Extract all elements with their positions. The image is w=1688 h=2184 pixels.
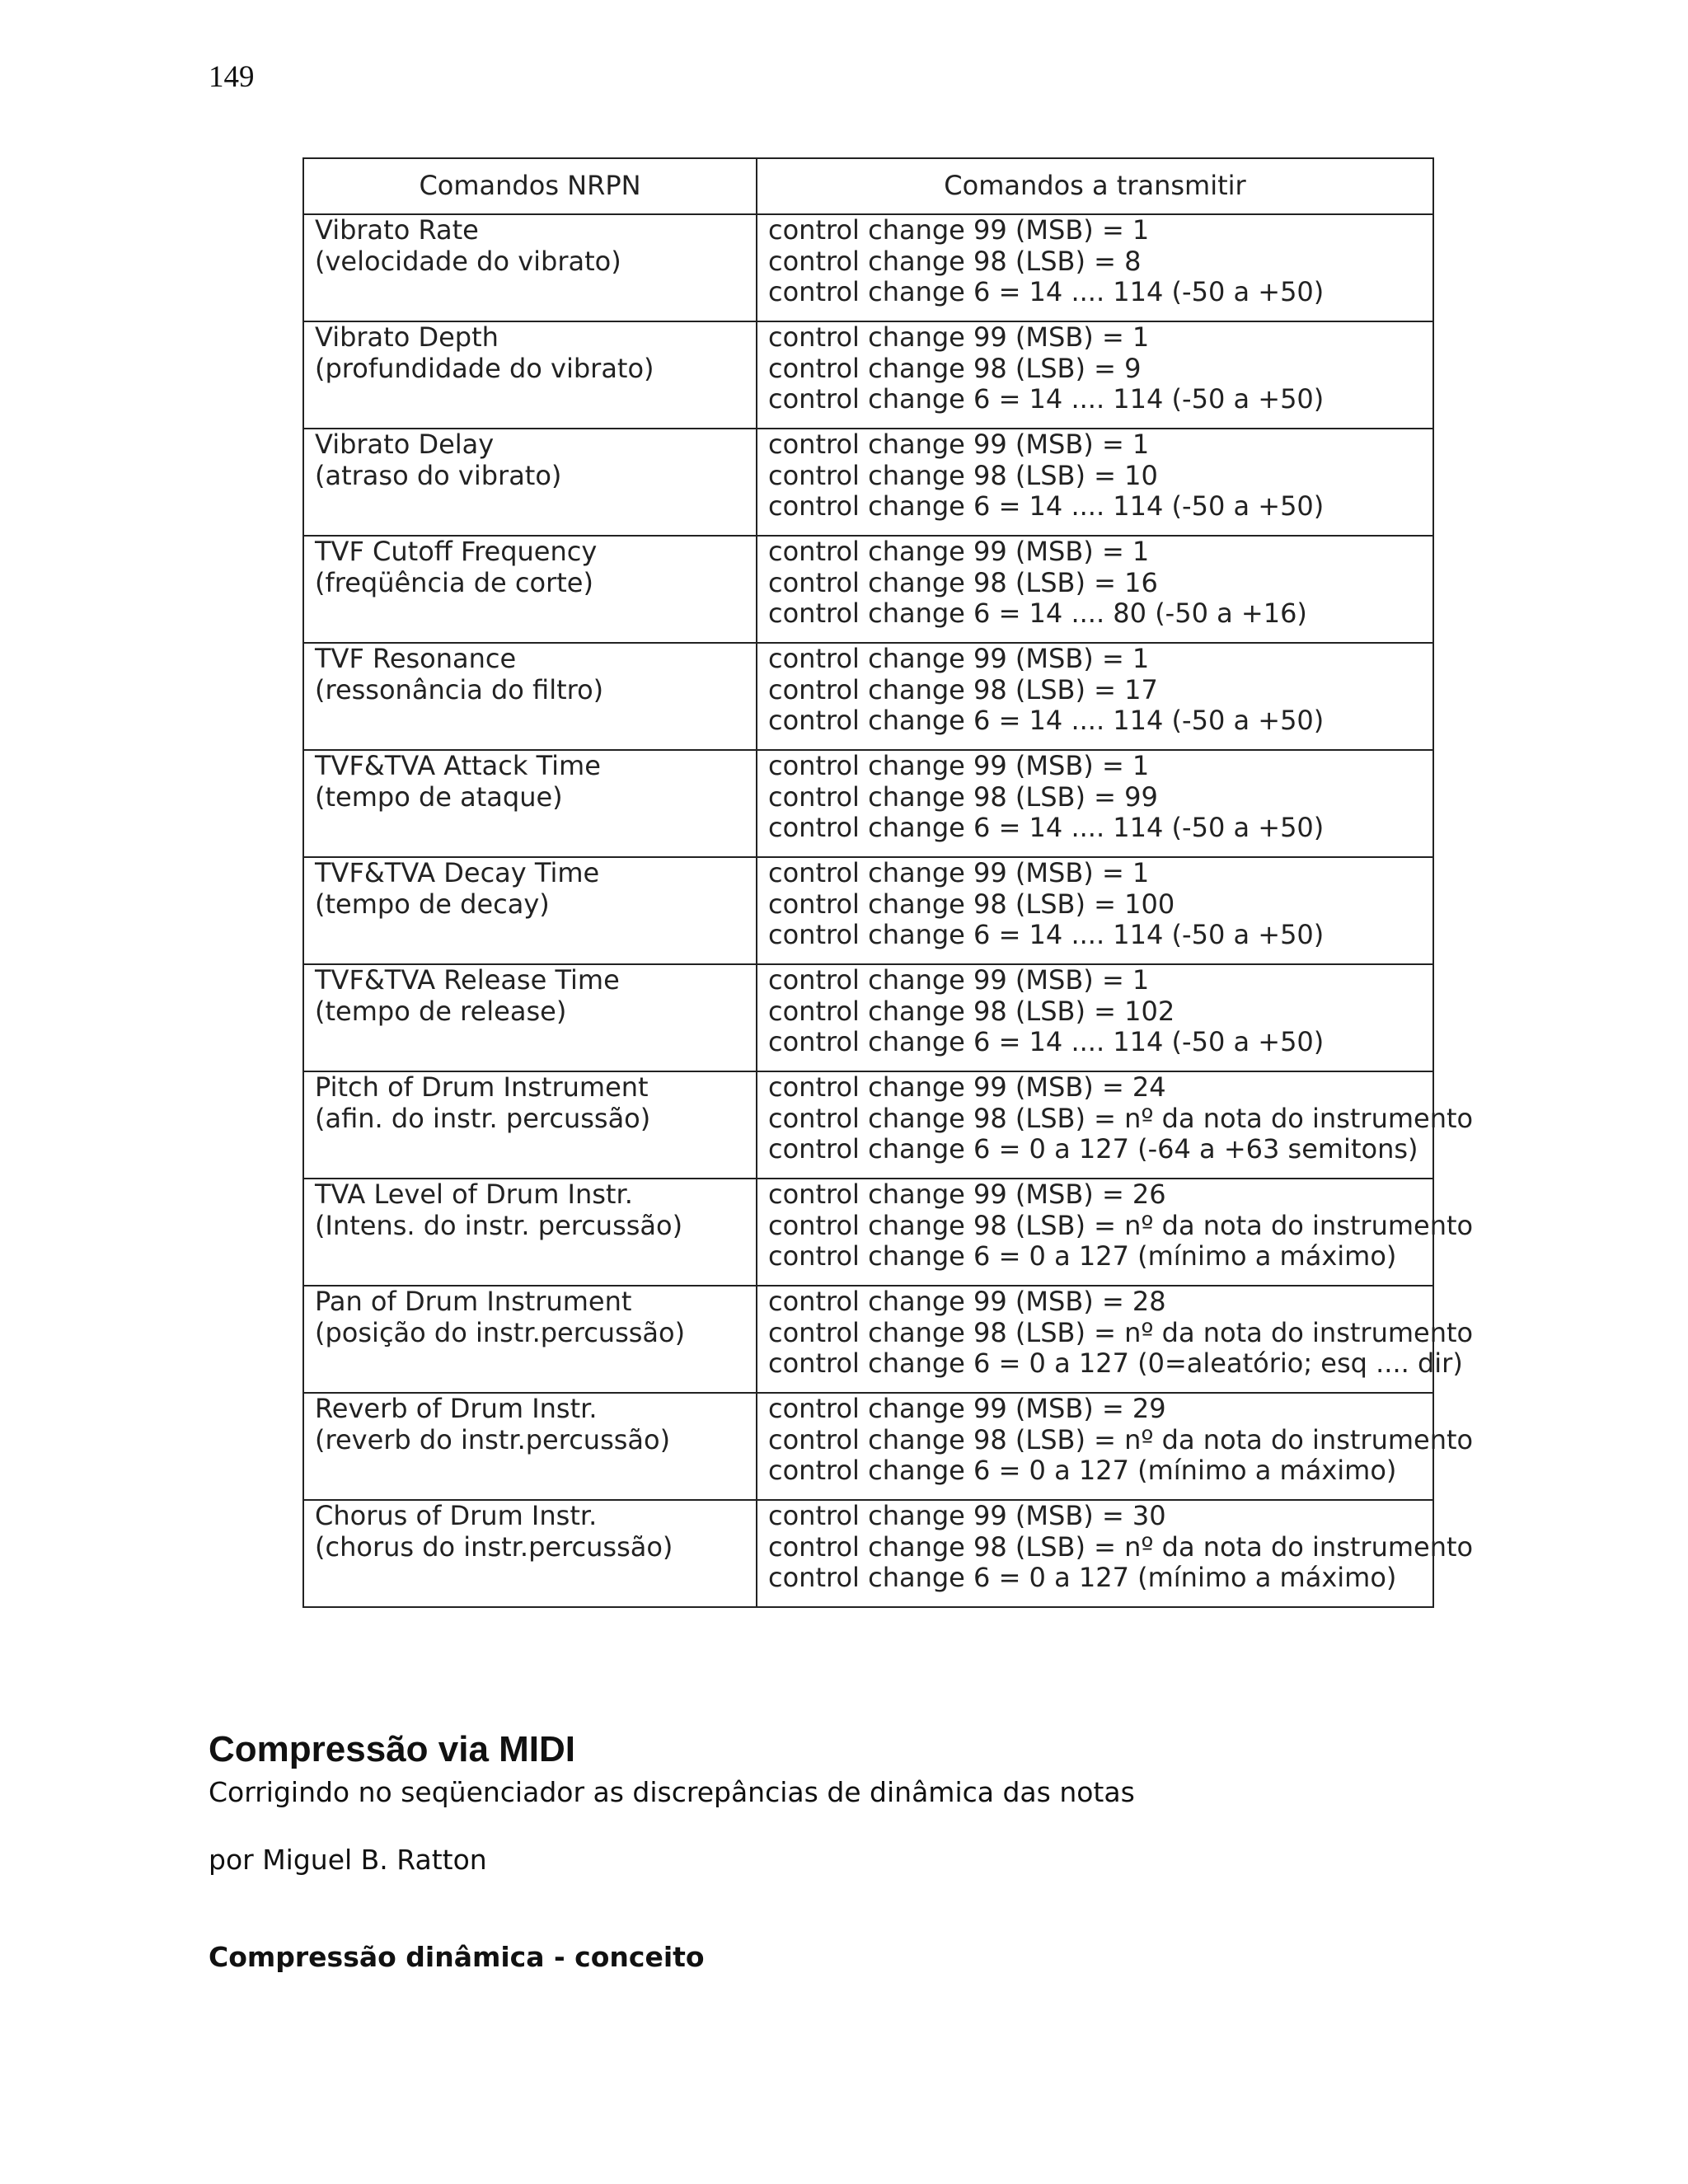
control-change-command: control change 98 (LSB) = 17	[768, 673, 1158, 705]
nrpn-description: (posição do instr.percussão)	[315, 1316, 686, 1348]
nrpn-description: (atraso do vibrato)	[315, 459, 562, 491]
control-change-command: control change 98 (LSB) = nº da nota do instrumento	[768, 1423, 1474, 1455]
control-change-command: control change 98 (LSB) = 102	[768, 995, 1175, 1027]
control-change-command: control change 6 = 0 a 127 (mínimo a máximo)	[768, 1562, 1397, 1593]
control-change-command: control change 98 (LSB) = 16	[768, 566, 1158, 598]
nrpn-command-cell	[303, 1179, 757, 1286]
table-row	[303, 214, 1433, 321]
control-change-command: control change 6 = 14 .... 114 (-50 a +50)	[768, 1026, 1325, 1057]
nrpn-description: (tempo de ataque)	[315, 780, 563, 813]
transmit-commands-cell	[757, 964, 1433, 1071]
table-row	[303, 1393, 1433, 1500]
table-row	[303, 1179, 1433, 1286]
nrpn-name: TVF Cutoff Frequency	[315, 536, 598, 567]
transmit-commands-cell	[757, 1179, 1474, 1286]
control-change-command: control change 99 (MSB) = 29	[768, 1393, 1166, 1424]
nrpn-name: TVF&TVA Decay Time	[315, 857, 600, 888]
control-change-command: control change 99 (MSB) = 26	[768, 1179, 1166, 1210]
control-change-command: control change 98 (LSB) = nº da nota do instrumento	[768, 1102, 1474, 1134]
control-change-command: control change 98 (LSB) = 9	[768, 352, 1142, 384]
nrpn-command-cell	[303, 857, 757, 964]
nrpn-command-cell	[303, 750, 757, 857]
nrpn-description: (afin. do instr. percussão)	[315, 1102, 651, 1134]
table-row	[303, 321, 1433, 429]
table-header-row	[303, 158, 1433, 214]
table-row	[303, 750, 1433, 857]
nrpn-name: TVA Level of Drum Instr.	[315, 1179, 633, 1210]
nrpn-command-cell	[303, 1500, 757, 1607]
header-commands-to-transmit: Comandos a transmitir	[757, 158, 1433, 214]
control-change-command: control change 6 = 14 .... 114 (-50 a +50)	[768, 383, 1325, 415]
nrpn-name: Chorus of Drum Instr.	[315, 1500, 598, 1531]
nrpn-name: Vibrato Rate	[315, 214, 479, 246]
control-change-command: control change 98 (LSB) = nº da nota do instrumento	[768, 1316, 1474, 1348]
transmit-commands-cell	[757, 321, 1433, 429]
control-change-command: control change 98 (LSB) = 100	[768, 888, 1175, 920]
control-change-command: control change 99 (MSB) = 1	[768, 536, 1150, 567]
header-nrpn-commands: Comandos NRPN	[303, 158, 757, 214]
nrpn-name: Vibrato Delay	[315, 429, 495, 460]
article-byline: por Miguel B. Ratton	[209, 1844, 487, 1876]
nrpn-command-cell	[303, 643, 757, 750]
nrpn-description: (tempo de release)	[315, 995, 567, 1027]
control-change-command: control change 6 = 0 a 127 (mínimo a máximo)	[768, 1240, 1397, 1272]
control-change-command: control change 99 (MSB) = 1	[768, 750, 1150, 781]
table-row	[303, 536, 1433, 643]
table-row	[303, 1071, 1433, 1179]
control-change-command: control change 99 (MSB) = 1	[768, 857, 1150, 888]
control-change-command: control change 6 = 14 .... 114 (-50 a +50)	[768, 276, 1325, 307]
transmit-commands-cell	[757, 1500, 1474, 1607]
table-row	[303, 1286, 1433, 1393]
transmit-commands-cell	[757, 1393, 1474, 1500]
transmit-commands-cell	[757, 214, 1433, 321]
control-change-command: control change 98 (LSB) = 99	[768, 780, 1158, 813]
control-change-command: control change 99 (MSB) = 1	[768, 214, 1150, 246]
nrpn-command-cell	[303, 1286, 757, 1393]
table-row	[303, 429, 1433, 536]
transmit-commands-cell	[757, 750, 1433, 857]
nrpn-name: Reverb of Drum Instr.	[315, 1393, 598, 1424]
page-number: 149	[209, 60, 255, 94]
section-heading: Compressão dinâmica - conceito	[209, 1941, 705, 1973]
nrpn-description: (tempo de decay)	[315, 888, 550, 920]
nrpn-command-cell	[303, 1393, 757, 1500]
nrpn-name: TVF&TVA Release Time	[315, 964, 620, 996]
nrpn-description: (ressonância do filtro)	[315, 673, 604, 705]
nrpn-description: (chorus do instr.percussão)	[315, 1530, 673, 1563]
transmit-commands-cell	[757, 1071, 1474, 1179]
control-change-command: control change 6 = 14 .... 114 (-50 a +50)	[768, 812, 1325, 843]
table-row	[303, 1500, 1433, 1607]
article-subtitle: Corrigindo no seqüenciador as discrepâncias de dinâmica das notas	[209, 1776, 1135, 1808]
nrpn-command-cell	[303, 321, 757, 429]
transmit-commands-cell	[757, 429, 1433, 536]
control-change-command: control change 6 = 0 a 127 (mínimo a máximo)	[768, 1455, 1397, 1486]
control-change-command: control change 99 (MSB) = 1	[768, 429, 1150, 460]
control-change-command: control change 99 (MSB) = 1	[768, 321, 1150, 353]
control-change-command: control change 6 = 14 .... 114 (-50 a +50)	[768, 705, 1325, 736]
nrpn-command-cell	[303, 214, 757, 321]
control-change-command: control change 98 (LSB) = 10	[768, 459, 1158, 491]
nrpn-command-cell	[303, 429, 757, 536]
control-change-command: control change 98 (LSB) = 8	[768, 245, 1142, 277]
control-change-command: control change 6 = 14 .... 114 (-50 a +50)	[768, 919, 1325, 950]
nrpn-description: (profundidade do vibrato)	[315, 352, 654, 384]
transmit-commands-cell	[757, 536, 1433, 643]
control-change-command: control change 99 (MSB) = 24	[768, 1071, 1166, 1103]
nrpn-description: (reverb do instr.percussão)	[315, 1423, 671, 1455]
nrpn-description: (velocidade do vibrato)	[315, 245, 621, 277]
nrpn-command-cell	[303, 1071, 757, 1179]
nrpn-description: (freqüência de corte)	[315, 566, 593, 598]
transmit-commands-cell	[757, 857, 1433, 964]
nrpn-description: (Intens. do instr. percussão)	[315, 1209, 683, 1241]
control-change-command: control change 98 (LSB) = nº da nota do instrumento	[768, 1530, 1474, 1563]
control-change-command: control change 6 = 0 a 127 (-64 a +63 semitons)	[768, 1133, 1418, 1165]
control-change-command: control change 6 = 14 .... 114 (-50 a +50)	[768, 490, 1325, 522]
transmit-commands-cell	[757, 643, 1433, 750]
control-change-command: control change 99 (MSB) = 1	[768, 964, 1150, 996]
transmit-commands-cell	[757, 1286, 1474, 1393]
control-change-command: control change 99 (MSB) = 1	[768, 643, 1150, 674]
control-change-command: control change 98 (LSB) = nº da nota do instrumento	[768, 1209, 1474, 1241]
nrpn-name: TVF&TVA Attack Time	[315, 750, 601, 781]
article-title: Compressão via MIDI	[209, 1729, 576, 1769]
control-change-command: control change 99 (MSB) = 30	[768, 1500, 1166, 1531]
nrpn-command-cell	[303, 964, 757, 1071]
nrpn-command-cell	[303, 536, 757, 643]
control-change-command: control change 6 = 14 .... 80 (-50 a +16)	[768, 598, 1307, 629]
control-change-command: control change 99 (MSB) = 28	[768, 1286, 1166, 1317]
table-row	[303, 964, 1433, 1071]
nrpn-name: Pitch of Drum Instrument	[315, 1071, 649, 1103]
nrpn-table	[302, 157, 1474, 1608]
nrpn-name: Pan of Drum Instrument	[315, 1286, 632, 1317]
control-change-command: control change 6 = 0 a 127 (0=aleatório; esq .... dir)	[768, 1347, 1463, 1379]
nrpn-name: Vibrato Depth	[315, 321, 499, 353]
table-row	[303, 857, 1433, 964]
nrpn-name: TVF Resonance	[315, 643, 517, 674]
table-row	[303, 643, 1433, 750]
